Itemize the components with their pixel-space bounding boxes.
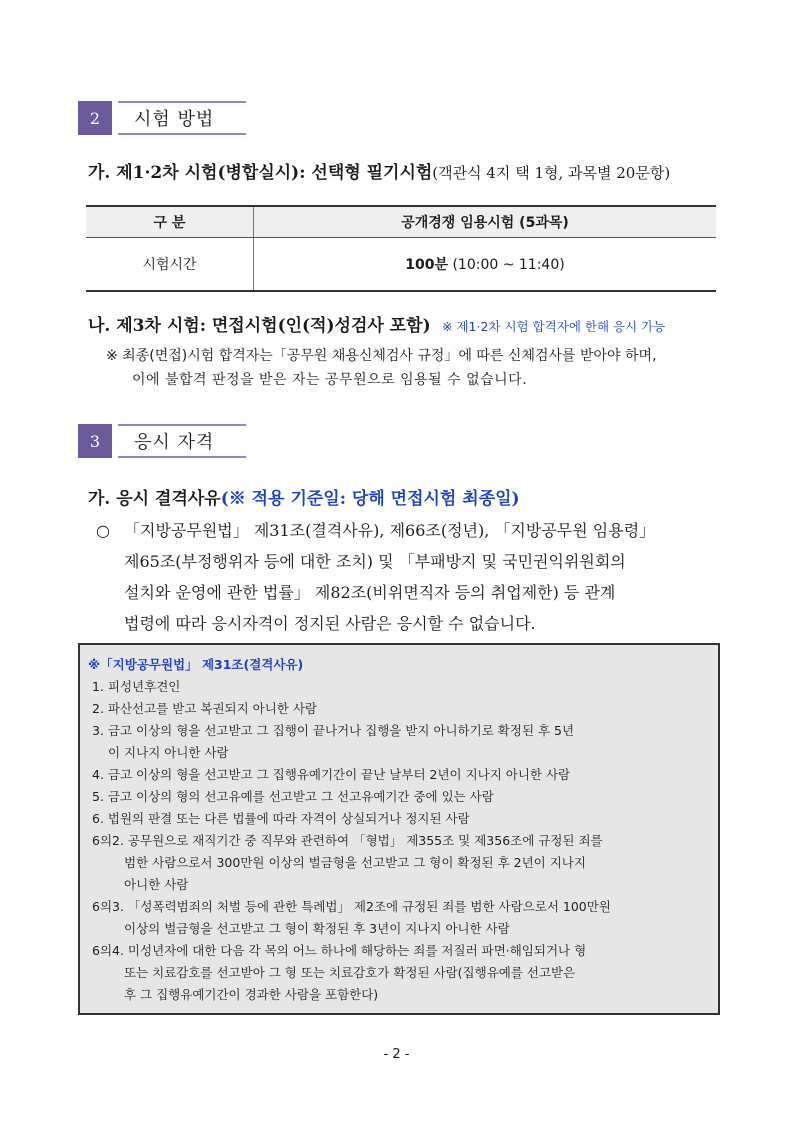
remark-line-1: ※ 최종(면접)시험 합격자는「공무원 채용신체검사 규정」에 따른 신체검사를 받아야 하며,	[106, 348, 657, 364]
table-header-exam: 공개경쟁 임용시험 (5과목)	[254, 206, 717, 238]
law-item: 4. 금고 이상의 형을 선고받고 그 집행유예기간이 끝난 날부터 2년이 지나지 아니한 사람	[92, 767, 571, 782]
law-item: 3. 금고 이상의 형을 선고받고 그 집행이 끝나거나 집행을 받지 아니하기로 확정된 후 5년	[92, 723, 575, 738]
law-item: 6. 법원의 판결 또는 다른 법률에 따라 자격이 상실되거나 정지된 사람	[92, 811, 470, 826]
exam-method-heading: 가. 제1·2차 시험(병합실시): 선택형 필기시험(객관식 4지 택 1형, 과목별 20문항)	[88, 163, 671, 183]
law-item: 이 지나지 아니한 사람	[108, 745, 229, 760]
law-item: 아니한 사람	[124, 877, 189, 892]
interview-note: ※ 제1·2차 시험 합격자에 한해 응시 가능	[442, 319, 666, 334]
remark-line-2: 이에 불합격 판정을 받은 자는 공무원으로 임용될 수 없습니다.	[132, 372, 528, 388]
disqualification-heading: 가. 응시 결격사유(※ 적용 기준일: 당해 면접시험 최종일)	[88, 489, 520, 509]
section-number: 3	[78, 424, 112, 458]
law-item: 후 그 집행유예기간이 경과한 사람을 포함한다)	[124, 987, 379, 1002]
paragraph-line-1: 「지방공무원법」 제31조(결격사유), 제66조(정년), 「지방공무원 임용령」	[124, 521, 656, 540]
law-item: 1. 피성년후견인	[92, 679, 181, 694]
paragraph-line-3: 설치와 운영에 관한 법률」 제82조(비위면직자 등의 취업제한) 등 관계	[124, 583, 616, 602]
law-item: 6의4. 미성년자에 대한 다음 각 목의 어느 하나에 해당하는 죄를 저질러 파면·해임되거나 형	[92, 943, 587, 958]
law-item: 또는 치료감호를 선고받아 그 형 또는 치료감호가 확정된 사람(집행유예를 선고받은	[124, 965, 576, 980]
section-number: 2	[78, 101, 112, 135]
paragraph-line-2: 제65조(부정행위자 등에 대한 조치) 및 「부패방지 및 국민권익위원회의	[124, 552, 626, 571]
law-item: 6의2. 공무원으로 재직기간 중 직무와 관련하여 「형법」 제355조 및 제356조에 규정된 죄를	[92, 833, 603, 848]
law-item: 이상의 벌금형을 선고받고 그 형이 확정된 후 3년이 지나지 아니한 사람	[124, 921, 510, 936]
table-row-label: 시험시간	[86, 238, 254, 292]
law-box-title: ※「지방공무원법」 제31조(결격사유)	[88, 657, 304, 672]
page-number: - 2 -	[383, 1047, 410, 1062]
law-item: 6의3. 「성폭력범죄의 처벌 등에 관한 특례법」 제2조에 규정된 죄를 범한 사람으로서 100만원	[92, 899, 611, 914]
law-excerpt-box	[78, 643, 720, 1015]
interview-heading: 나. 제3차 시험: 면접시험(인(적)성검사 포함) ※ 제1·2차 시험 합격자에 한해 응시 가능	[88, 316, 666, 336]
law-item: 범한 사람으로서 300만원 이상의 벌금형을 선고받고 그 형이 확정된 후 2년이 지나지	[124, 855, 586, 870]
section-title: 시험 방법	[118, 101, 246, 135]
law-item: 5. 금고 이상의 형의 선고유예를 선고받고 그 선고유예기간 중에 있는 사람	[92, 789, 494, 804]
bullet-mark: ○	[96, 521, 110, 540]
section-title: 응시 자격	[118, 424, 246, 458]
table-row-value: 100분 (10:00 ~ 11:40)	[254, 238, 717, 292]
law-item: 2. 파산선고를 받고 복권되지 아니한 사람	[92, 701, 317, 716]
table-header-category: 구 분	[86, 206, 254, 238]
paragraph-line-4: 법령에 따라 응시자격이 정지된 사람은 응시할 수 없습니다.	[124, 614, 536, 633]
exam-table	[86, 205, 716, 292]
